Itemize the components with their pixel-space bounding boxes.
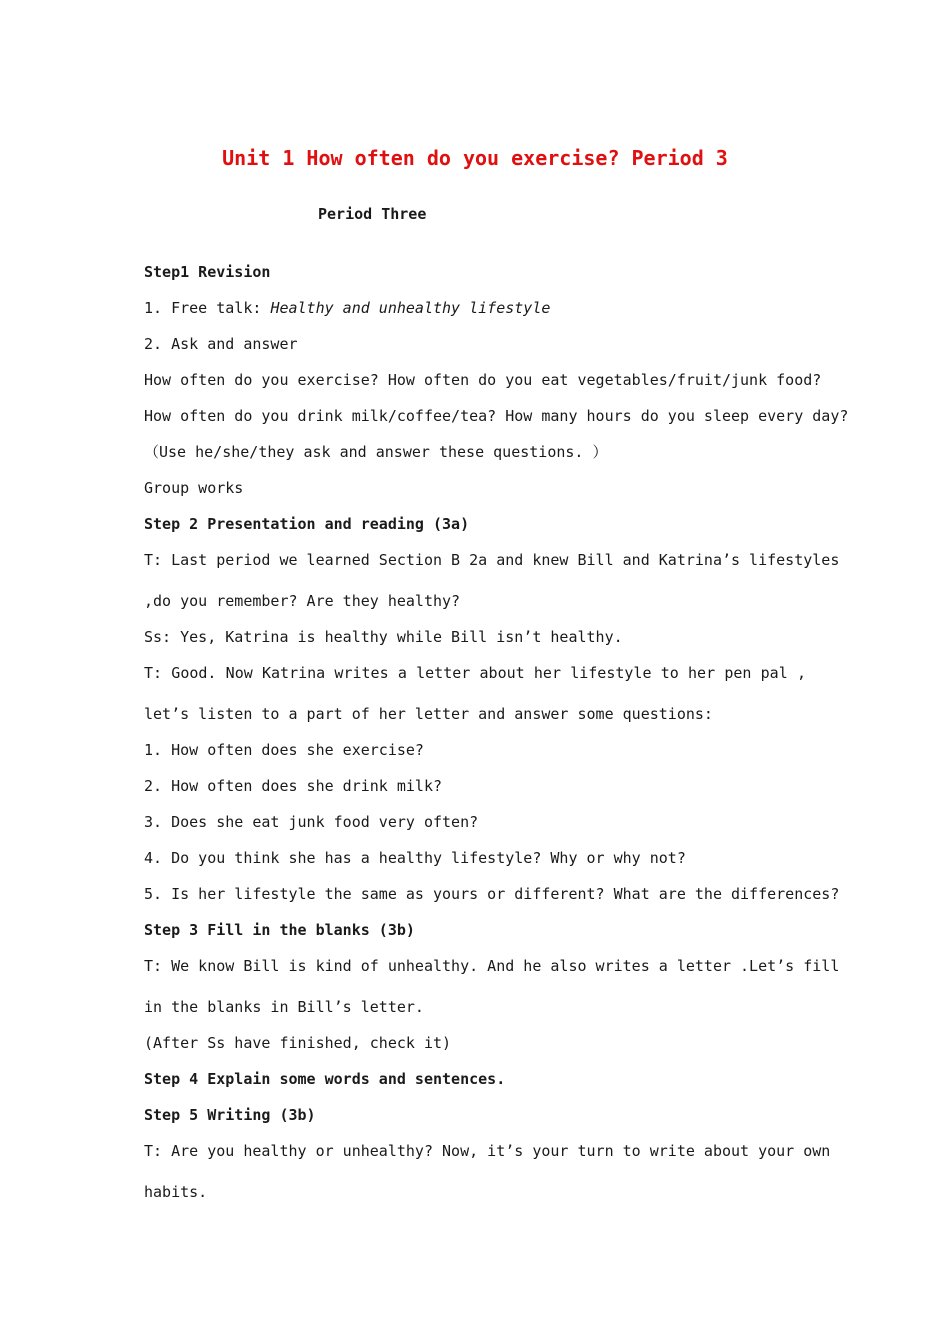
question-5: 5. Is her lifestyle the same as yours or different? What are the differences? (144, 885, 840, 903)
step3-teacher-line-2: in the blanks in Bill’s letter. (144, 998, 424, 1016)
step3-heading: Step 3 Fill in the blanks (3b) (144, 921, 415, 939)
period-subtitle: Period Three (318, 205, 427, 223)
step3-teacher-line-1: T: We know Bill is kind of unhealthy. And he also writes a letter .Let’s fill (144, 957, 840, 975)
step4-heading: Step 4 Explain some words and sentences. (144, 1070, 506, 1088)
question-3: 3. Does she eat junk food very often? (144, 813, 479, 831)
question-4: 4. Do you think she has a healthy lifestyle? Why or why not? (144, 849, 686, 867)
item1-prefix: 1. Free talk: (144, 299, 271, 317)
step2-students-line: Ss: Yes, Katrina is healthy while Bill isn’t healthy. (144, 628, 623, 646)
step1-question-line-1: How often do you exercise? How often do you eat vegetables/fruit/junk food? (144, 371, 822, 389)
step1-item1 (144, 298, 550, 318)
step1-note: （Use he/she/they ask and answer these questions. ） (144, 443, 608, 461)
step1-item2: 2. Ask and answer (144, 335, 298, 353)
question-2: 2. How often does she drink milk? (144, 777, 443, 795)
step3-note: (After Ss have finished, check it) (144, 1034, 452, 1052)
step2-teacher-line-1: T: Last period we learned Section B 2a and knew Bill and Katrina’s lifestyles (144, 551, 840, 569)
question-1: 1. How often does she exercise? (144, 741, 424, 759)
step2-teacher2-line-1: T: Good. Now Katrina writes a letter about her lifestyle to her pen pal , (144, 664, 806, 682)
step1-question-line-2: How often do you drink milk/coffee/tea? How many hours do you sleep every day? (144, 407, 849, 425)
document-title: Unit 1 How often do you exercise? Period 3 (222, 146, 728, 170)
step5-teacher-line-2: habits. (144, 1183, 208, 1201)
step1-heading: Step1 Revision (144, 263, 271, 281)
step1-group-works: Group works (144, 479, 244, 497)
step2-heading: Step 2 Presentation and reading (3a) (144, 515, 470, 533)
item1-topic: Healthy and unhealthy lifestyle (270, 299, 551, 317)
step2-teacher-line-2: ,do you remember? Are they healthy? (144, 592, 461, 610)
step5-heading: Step 5 Writing (3b) (144, 1106, 316, 1124)
step2-teacher2-line-2: let’s listen to a part of her letter and answer some questions: (144, 705, 713, 723)
step5-teacher-line-1: T: Are you healthy or unhealthy? Now, it’s your turn to write about your own (144, 1142, 831, 1160)
